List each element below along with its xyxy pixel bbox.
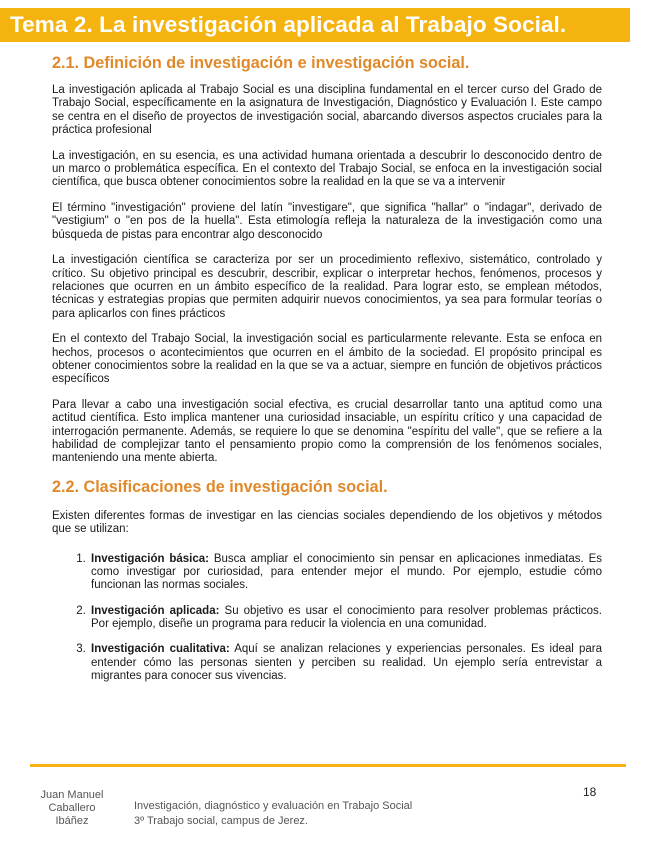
list-item (89, 605, 602, 632)
list-item-term: Investigación aplicada: (91, 604, 220, 617)
paragraph: La investigación, en su esencia, es una actividad humana orientada a descubrir lo desconocido dentro de un marco o problemática específica. En el contexto del Trabajo Social, se enfoca en la investigación social científica, que busca obtener conocimientos sobre la realidad en la que se va a intervenir (52, 149, 602, 189)
paragraph: La investigación científica se caracteriza por ser un procedimiento reflexivo, sistemático, controlado y crítico. Su objetivo principal es descubrir, describir, explicar o interpretar hechos, fenómenos, procesos y relaciones que ocurren en un ámbito específico de la realidad. Para lograr esto, se emplean métodos, técnicas y estrategias propias que permiten adquirir nuevos conocimientos, ya sea para formular teorías o para aplicarlos con fines prácticos (52, 254, 602, 320)
section-heading-2-1: 2.1. Definición de investigación e investigación social. (52, 54, 470, 72)
list-item-text: Busca ampliar el conocimiento sin pensar en aplicaciones inmediatas. Es como investigar por curiosidad, para entender mejor el mundo. Por ejemplo, estudie cómo funcionan las normas sociales. (91, 552, 602, 592)
paragraph: El término "investigación" proviene del latín "investigare", que significa "hallar" o "indagar", derivado de "vestigium" o "en pos de la huella". Esta etimología refleja la naturaleza de la investigación como una búsqueda de pistas para encontrar algo desconocido (52, 202, 602, 241)
section-heading-2-2: 2.2. Clasificaciones de investigación social. (52, 478, 388, 497)
list-item-text: Aquí se analizan relaciones y experiencias personales. Es ideal para entender cómo las personas sienten y perciben su realidad. Un ejemplo sería entrevistar a migrantes para conocer sus vivencias. (91, 643, 603, 682)
page-number: 18 (583, 785, 597, 799)
paragraph: La investigación aplicada al Trabajo Social es una disciplina fundamental en el tercer curso del Grado de Trabajo Social, específicamente en la asignatura de Investigación, Diagnóstico y Evaluación I. Este campo se centra en el diseño de proyectos de investigación social, abarcando diversos aspectos cruciales para la práctica profesional (52, 84, 602, 136)
classification-list (52, 553, 602, 683)
chapter-title: Tema 2. La investigación aplicada al Trabajo Social. (10, 12, 567, 37)
footer-author (28, 789, 116, 828)
list-item-text: Su objetivo es usar el conocimiento para resolver problemas prácticos. Por ejemplo, diseñe un programa para reducir la violencia en una comunidad. (91, 604, 602, 630)
footer-course (134, 799, 412, 829)
list-item (89, 643, 602, 683)
author-surname-1: Caballero (48, 802, 96, 814)
footer-divider (30, 764, 626, 767)
course-subject: Investigación, diagnóstico y evaluación en Trabajo Social (134, 800, 413, 812)
author-surname-2: Ibáñez (55, 815, 89, 827)
course-group: 3º Trabajo social, campus de Jerez. (134, 815, 308, 827)
list-item (89, 553, 602, 593)
list-item-term: Investigación cualitativa: (91, 643, 230, 656)
paragraph: Para llevar a cabo una investigación social efectiva, es crucial desarrollar tanto una aptitud como una actitud científica. Esto implica mantener una curiosidad insaciable, un espíritu crítico y una capacidad de interrogación permanente. Además, se requiere lo que se denomina "espíritu del valle", que se refiere a la habilidad de complejizar tanto el pensamiento propio como la comprensión de los fenómenos sociales, manteniendo una mente abierta. (52, 399, 602, 465)
chapter-banner (0, 8, 630, 42)
paragraph: En el contexto del Trabajo Social, la investigación social es particularmente relevante. Esta se enfoca en hechos, procesos o acontecimientos que ocurren en el ámbito de la sociedad. El propósito principal es obtener conocimientos sobre la realidad en la que se va a actuar, siempre en función de objetivos prácticos específicos (52, 333, 602, 386)
author-first-name: Juan Manuel (40, 789, 104, 801)
page-content (52, 54, 602, 695)
section-intro: Existen diferentes formas de investigar en las ciencias sociales dependiendo de los objetivos y métodos que se utilizan: (52, 510, 602, 536)
list-item-term: Investigación básica: (91, 552, 209, 565)
